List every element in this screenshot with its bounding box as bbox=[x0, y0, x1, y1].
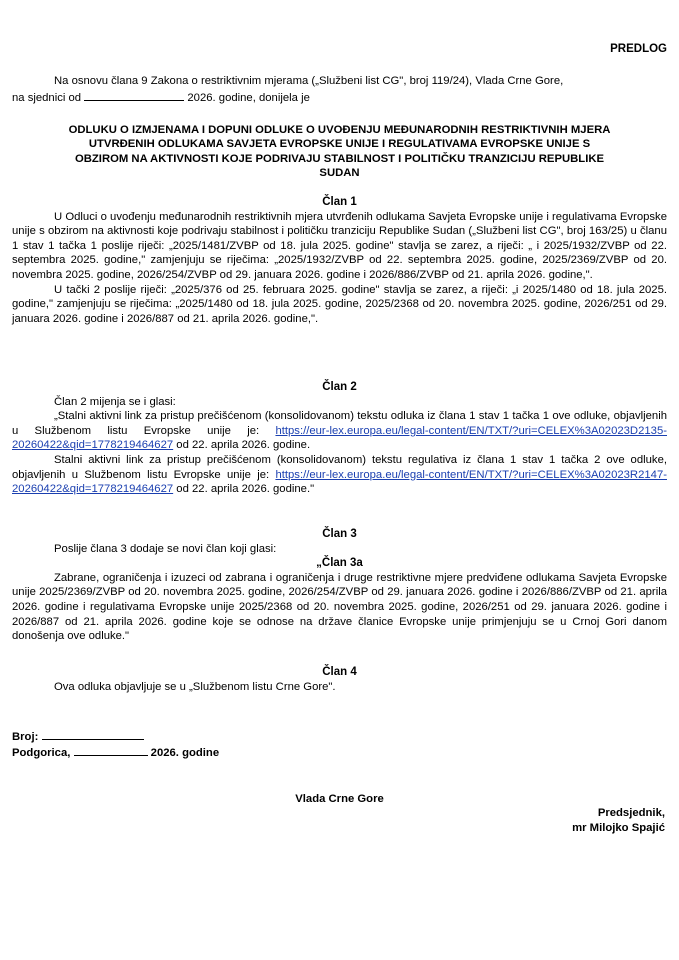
intro-decision-text: 2026. godine, donijela je bbox=[187, 91, 310, 104]
article-4 bbox=[12, 665, 667, 694]
session-date-blank bbox=[84, 89, 184, 101]
article-1 bbox=[12, 195, 667, 326]
article-1-heading: Član 1 bbox=[322, 196, 357, 208]
article-2-para-2 bbox=[12, 453, 667, 497]
article-2-intro: Član 2 mijenja se i glasi: bbox=[54, 395, 176, 408]
title-line-4: SUDAN bbox=[319, 167, 360, 180]
eur-lex-link-decisions[interactable]: https://eur-lex.europa.eu/legal-content/EN/TXT/?uri=CELEX%3A02023D2135-20260422&qid=1778219464627 bbox=[12, 424, 667, 452]
article-3a-para: Zabrane, ograničenja i izuzeci od zabrana i ograničenja i druge restriktivne mjere predviđene odlukama Savjeta Evropske unije 2025/2369/ZVBP od 20. novembra 2025. godine, 2026/254/ZVBP od 29. januara 2026. godine i 2026/886/ZVBP od 21. aprila 2026. godine i regulativama Evropske unije 2025/2368 od 20. novembra 2025. godine, 2026/251 od 29. januara 2026. godine i 2026/887 od 21. aprila 2026. godine koje se odnose na države članice Evropske unije primjenjuju se u Crnoj Gori danom donošenja ove odluke." bbox=[12, 571, 667, 643]
article-3-heading: Član 3 bbox=[322, 528, 357, 540]
document-title bbox=[12, 123, 667, 181]
article-4-para: Ova odluka objavljuje se u „Službenom listu Crne Gore". bbox=[54, 680, 336, 693]
intro-line-2 bbox=[12, 89, 667, 106]
article-2-heading: Član 2 bbox=[322, 381, 357, 393]
article-2-para-1-text: „Stalni aktivni link za pristup prečišćenom (konsolidovanom) tekstu odluka iz člana 1 stav 1 tačka 1 ove odluke, objavljenih u Službenom listu Evropske unije je: bbox=[12, 410, 667, 437]
intro bbox=[12, 74, 667, 105]
article-1-para-2: U tački 2 poslije riječi: „2025/376 od 25. februara 2025. godine" stavlja se zarez, a riječi: „i 2025/1480 od 18. jula 2025. godine," zamjenjuju se riječima: „2025/1480 od 18. jula 2025. godine, 2025/2368 od 20. novembra 2025. godine, 2026/251 od 29. januara 2026. godine i 2026/887 od 21. aprila 2026. godine,". bbox=[12, 283, 667, 325]
intro-line-1: Na osnovu člana 9 Zakona o restriktivnim mjerama („Službeni list CG", broj 119/24), Vlada Crne Gore, bbox=[54, 75, 564, 87]
title-line-1: ODLUKU O IZMJENAMA I DOPUNI ODLUKE O UVOĐENJU MEĐUNARODNIH RESTRIKTIVNIH MJERA bbox=[68, 124, 611, 136]
article-2-para-1 bbox=[12, 409, 667, 453]
title-line-2: UTVRĐENIH ODLUKAMA SAVJETA EVROPSKE UNIJE I REGULATIVAMA EVROPSKE UNIJE S bbox=[88, 138, 591, 151]
article-3 bbox=[12, 527, 667, 644]
article-2 bbox=[12, 380, 667, 497]
year-label: 2026. godine bbox=[150, 747, 220, 759]
number-line bbox=[12, 728, 144, 745]
article-4-heading: Član 4 bbox=[322, 666, 357, 678]
article-2-para-2-text: Stalni aktivni link za pristup prečišćenom (konsolidovanom) tekstu regulativa iz člana 1 stav 1 tačka 2 ove odluke, objavljenih u Službenom listu Evropske unije je: bbox=[12, 453, 667, 481]
signatory-name: mr Milojko Spajić bbox=[572, 822, 665, 834]
draft-label: PREDLOG bbox=[610, 43, 667, 55]
signatory bbox=[572, 806, 665, 836]
article-2-para-2-date: od 22. aprila 2026. godine." bbox=[173, 483, 315, 496]
article-2-para-1-date: od 22. aprila 2026. godine. bbox=[173, 439, 311, 452]
article-1-para-1: U Odluci o uvođenju međunarodnih restriktivnih mjera utvrđenih odlukama Savjeta Evropske unije i regulativama Evropske unije s obzirom na aktivnosti koje podrivaju stabilnost i političku tranziciju Republike Sudan („Službeni list CG", broj 163/25) u članu 1 stav 1 tačka 1 poslije riječi: „2025/1481/ZVBP od 18. jula 2025. godine" stavlja se zarez, a riječi: „ i 2025/1932/ZVBP od 22. septembra 2025. godine," zamjenjuju se riječima: „2025/1932/ZVBP od 22. septembra 2025. godine, 2025/2369/ZVBP od 20. novembra 2025. godine, 2026/254/ZVBP od 29. januara 2026. godine i 2026/886/ZVBP od 21. aprila 2026. godine,". bbox=[12, 210, 667, 281]
number-label: Broj: bbox=[12, 731, 39, 743]
signatory-role: Predsjednik, bbox=[597, 807, 665, 819]
intro-session-label: na sjednici od bbox=[12, 91, 82, 104]
title-line-3: OBZIROM NA AKTIVNOSTI KOJE PODRIVAJU STABILNOST I POLITIČKU TRANZICIJU REPUBLIKE bbox=[74, 152, 605, 165]
government-name: Vlada Crne Gore bbox=[295, 793, 384, 805]
date-blank bbox=[74, 744, 148, 756]
number-blank bbox=[42, 728, 144, 740]
eur-lex-link-regulations[interactable]: https://eur-lex.europa.eu/legal-content/EN/TXT/?uri=CELEX%3A02023R2147-20260422&qid=1778219464627 bbox=[12, 468, 667, 496]
article-3a-heading: „Član 3a bbox=[316, 557, 363, 570]
place-date-line bbox=[12, 744, 219, 761]
article-3-intro: Poslije člana 3 dodaje se novi član koji glasi: bbox=[54, 542, 277, 555]
place-label: Podgorica, bbox=[12, 747, 71, 759]
